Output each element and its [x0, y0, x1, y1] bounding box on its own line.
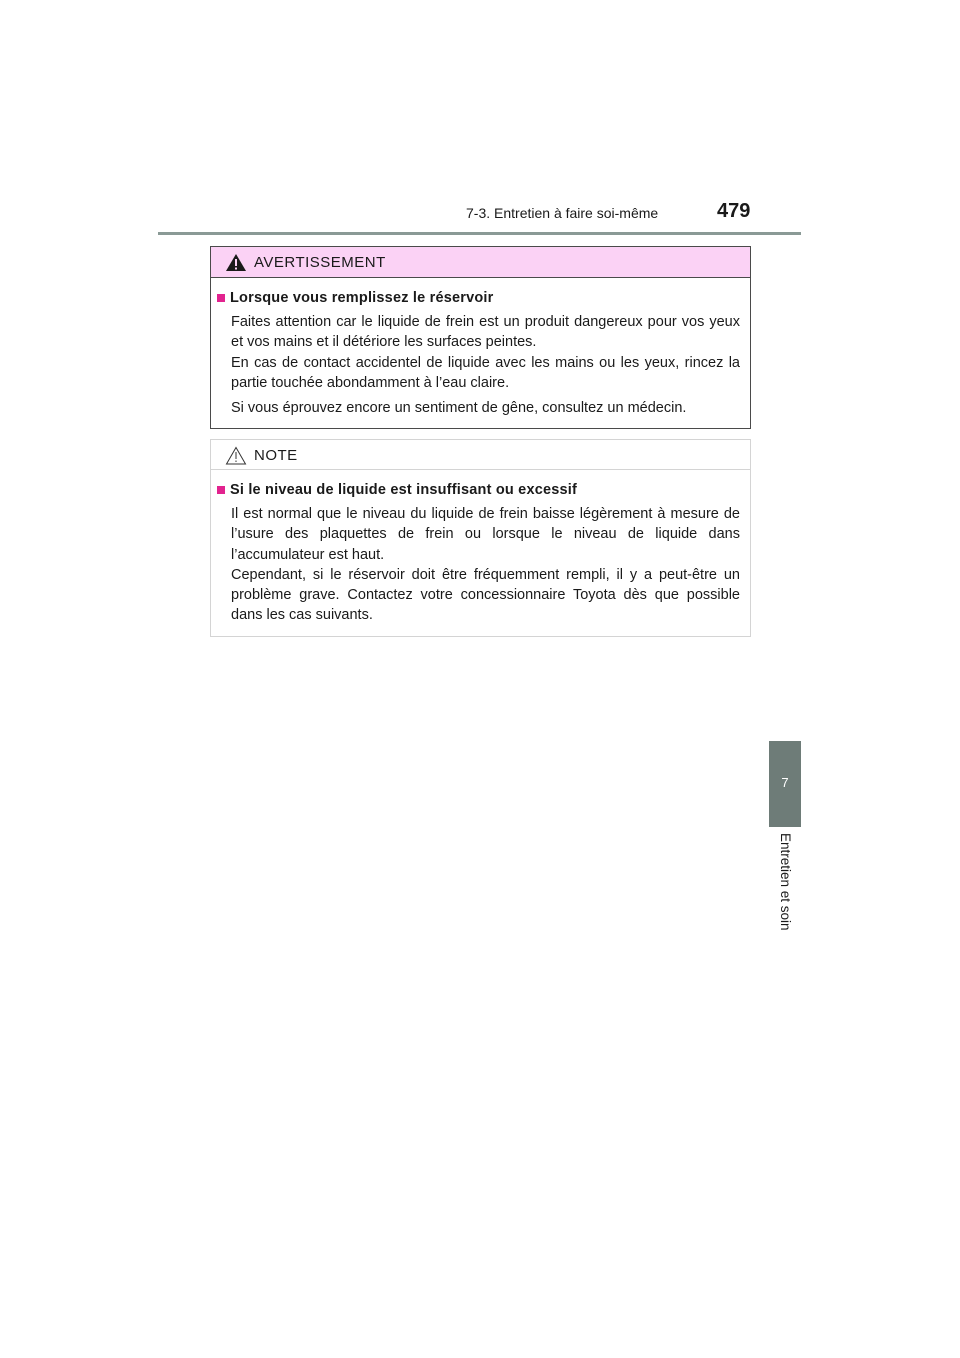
note-title: Si le niveau de liquide est insuffisant ou excessif [230, 482, 578, 498]
page-header-section: 7-3. Entretien à faire soi-même [466, 205, 659, 221]
note-paragraph: Il est normal que le niveau du liquide de frein baisse légèrement à mesure de l’usure des plaquettes de frein ou lorsque le niveau de liquide dans l’accumulateur est haut. [231, 506, 740, 563]
warning-header [211, 247, 750, 278]
warning-box [210, 246, 751, 429]
warning-bullet-row [217, 288, 740, 308]
note-label: NOTE [254, 447, 298, 464]
warning-body [211, 278, 750, 418]
note-body [211, 470, 750, 625]
caution-triangle-outline-icon [225, 446, 247, 465]
warning-label: AVERTISSEMENT [254, 254, 386, 271]
chapter-tab [769, 741, 801, 827]
bullet-square-icon [217, 294, 225, 302]
warning-triangle-icon [225, 253, 247, 272]
header-rule [158, 232, 801, 235]
chapter-label: Entretien et soin [778, 833, 793, 931]
note-header [211, 440, 750, 470]
chapter-number: 7 [781, 775, 789, 790]
warning-paragraph: Faites attention car le liquide de frein est un produit dangereux pour vos yeux et vos mains et il détériore les surfaces peintes. [231, 314, 740, 351]
note-box [210, 439, 751, 637]
warning-paragraph: Si vous éprouvez encore un sentiment de gêne, consultez un médecin. [231, 400, 687, 417]
note-paragraph: Cependant, si le réservoir doit être fréquemment rempli, il y a peut-être un problème grave. Contactez votre concessionnaire Toyota dès que possible dans les cas suivants. [231, 566, 740, 624]
note-bullet-row [217, 480, 740, 500]
warning-paragraph: En cas de contact accidentel de liquide avec les mains ou les yeux, rincez la partie touchée abondamment à l’eau claire. [231, 354, 740, 391]
page-number: 479 [717, 200, 751, 222]
warning-title: Lorsque vous remplissez le réservoir [230, 290, 494, 306]
bullet-square-icon [217, 486, 225, 494]
